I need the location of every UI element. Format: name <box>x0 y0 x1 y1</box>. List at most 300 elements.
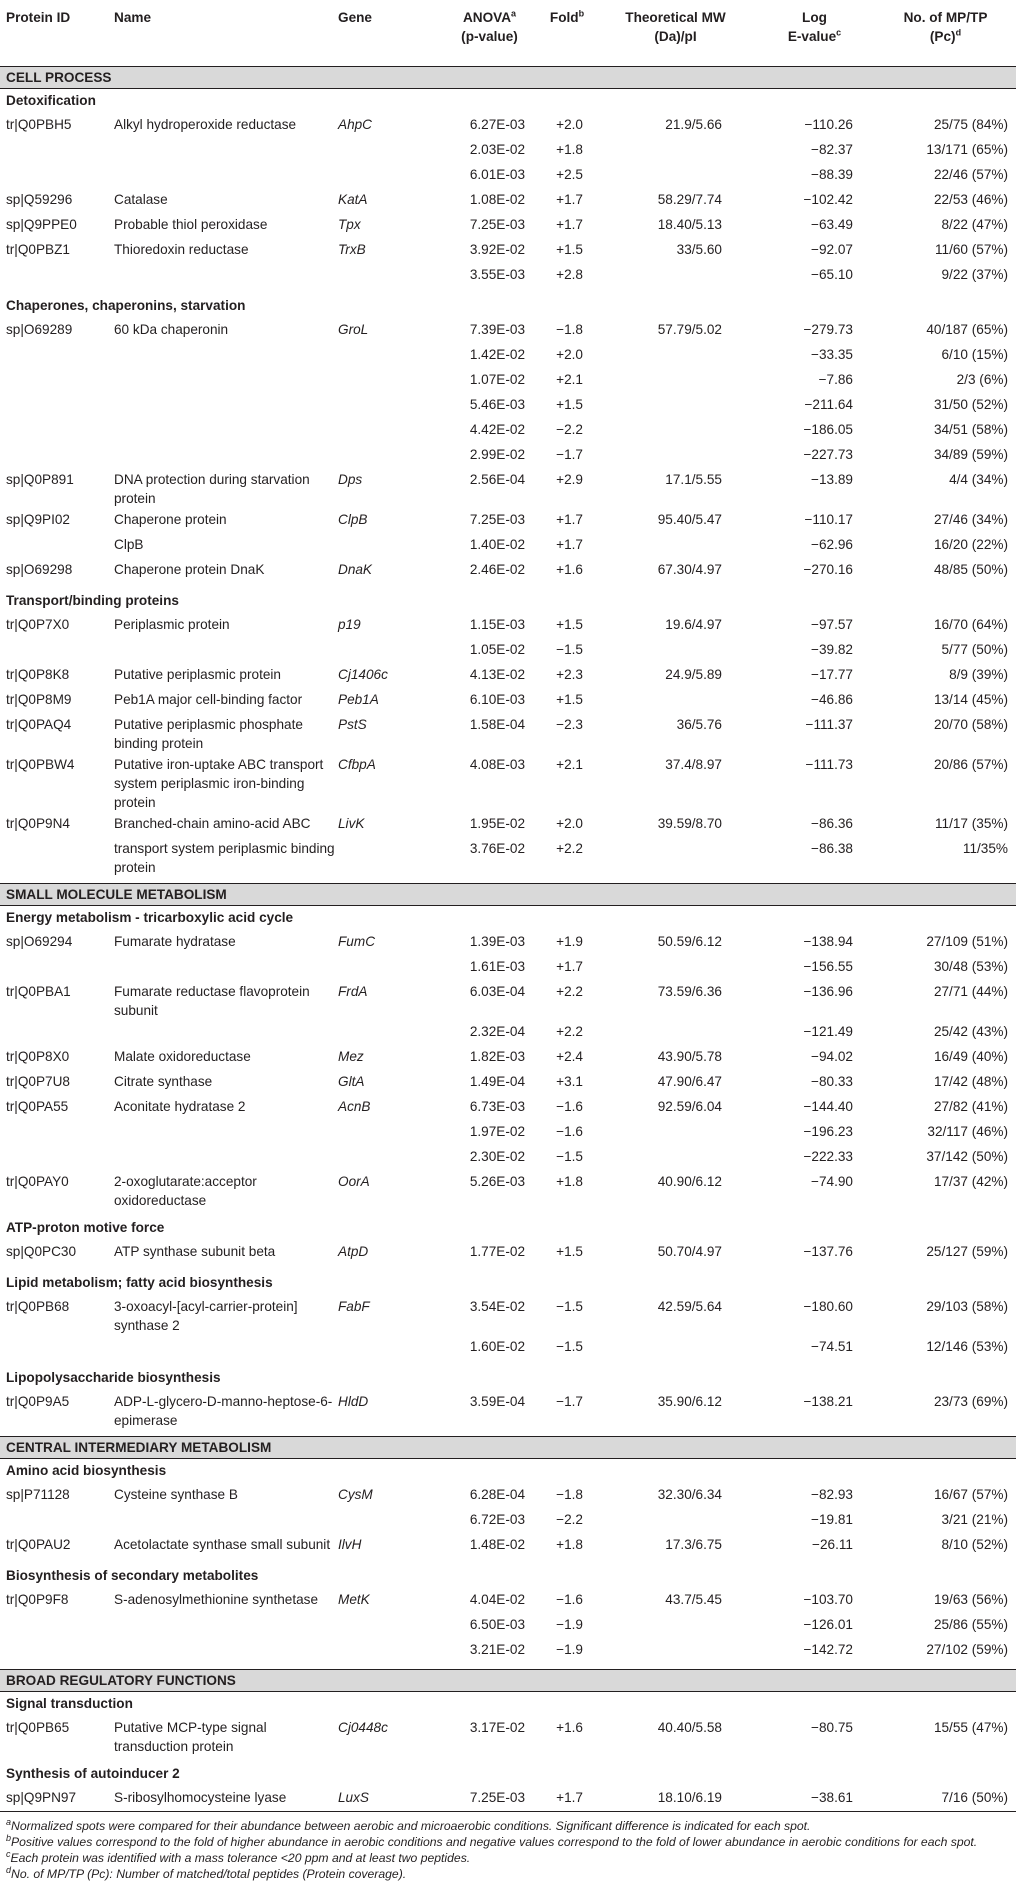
fold-cell: −1.7 <box>556 1393 583 1409</box>
mp-tp-cell: 27/46 (34%) <box>933 511 1008 527</box>
protein-name-cell <box>114 1638 338 1670</box>
log-evalue-cell: −102.42 <box>803 191 853 207</box>
log-evalue-cell: −88.39 <box>811 166 853 182</box>
gene-cell: HldD <box>338 1393 369 1409</box>
fold-cell: +2.0 <box>556 116 583 132</box>
protein-id-cell: sp|Q9PI02 <box>6 511 70 527</box>
gene-cell: IlvH <box>338 1536 362 1552</box>
gene-cell: GroL <box>338 321 369 337</box>
anova-cell: 2.03E-02 <box>469 141 525 157</box>
mp-tp-cell: 27/109 (51%) <box>926 933 1008 949</box>
fold-cell: +2.1 <box>556 756 583 772</box>
table-row <box>0 1295 1016 1335</box>
protein-id-cell: tr|Q0PB68 <box>6 1298 70 1314</box>
mp-tp-cell: 13/14 (45%) <box>933 691 1008 707</box>
mp-tp-cell: 30/48 (53%) <box>933 958 1008 974</box>
mw-cell <box>597 163 754 188</box>
mw-cell <box>597 343 754 368</box>
fold-cell: +1.5 <box>556 1243 583 1259</box>
mp-tp-cell: 25/75 (84%) <box>933 116 1008 132</box>
fold-cell: −1.5 <box>556 1148 583 1164</box>
gene-cell <box>338 1120 442 1145</box>
gene-cell: FrdA <box>338 983 368 999</box>
anova-cell: 1.42E-02 <box>469 346 525 362</box>
fold-cell: −2.2 <box>556 1511 583 1527</box>
mp-tp-cell: 11/35% <box>962 840 1008 856</box>
fold-cell: −1.8 <box>556 321 583 337</box>
gene-cell: AcnB <box>338 1098 371 1114</box>
protein-id-cell: tr|Q0P7U8 <box>6 1073 70 1089</box>
protein-name-cell: Putative periplasmic phosphate binding protein <box>114 716 303 751</box>
anova-cell: 6.01E-03 <box>469 166 525 182</box>
category-label: Synthesis of autoinducer 2 <box>6 1765 180 1781</box>
category-row <box>0 1216 1016 1240</box>
table-row <box>0 213 1016 238</box>
anova-cell: 6.50E-03 <box>469 1616 525 1632</box>
log-evalue-cell: −222.33 <box>803 1148 853 1164</box>
anova-cell: 4.04E-02 <box>469 1591 525 1607</box>
category-label: Lipid metabolism; fatty acid biosynthesis <box>6 1274 273 1290</box>
gene-cell: CfbpA <box>338 756 376 772</box>
table-body <box>0 66 1016 1811</box>
gene-cell <box>338 418 442 443</box>
log-evalue-cell: −110.17 <box>804 511 853 527</box>
mp-tp-cell: 8/10 (52%) <box>941 1536 1008 1552</box>
category-label: Amino acid biosynthesis <box>6 1462 167 1478</box>
mw-cell: 67.30/4.97 <box>657 561 722 577</box>
protein-name-cell: S-ribosylhomocysteine lyase <box>114 1789 287 1805</box>
table-row <box>0 263 1016 294</box>
header-anova: ANOVA$^a$ (p-value) <box>442 0 537 66</box>
mp-tp-cell: 40/187 (65%) <box>926 321 1008 337</box>
mw-cell <box>597 443 754 468</box>
gene-cell <box>338 955 442 980</box>
log-evalue-cell: −86.36 <box>811 815 853 831</box>
fold-cell: +1.7 <box>556 958 583 974</box>
anova-cell: 4.42E-02 <box>469 421 525 437</box>
log-evalue-cell: −156.55 <box>803 958 853 974</box>
protein-name-cell: Periplasmic protein <box>114 616 230 632</box>
category-row <box>0 294 1016 318</box>
log-evalue-cell: −137.76 <box>803 1243 853 1259</box>
protein-id-cell <box>0 368 114 393</box>
protein-id-cell: sp|Q0PC30 <box>6 1243 77 1259</box>
footnote <box>0 1811 1016 1834</box>
protein-id-cell: sp|O69294 <box>6 933 73 949</box>
mw-cell <box>597 393 754 418</box>
mw-cell: 32.30/6.34 <box>657 1486 722 1502</box>
mw-cell: 40.40/5.58 <box>657 1719 722 1735</box>
header-mp-tp: No. of MP/TP $(Pc)^d$ <box>875 0 1016 66</box>
anova-cell: 1.40E-02 <box>469 536 525 552</box>
fold-cell: +1.8 <box>556 1536 583 1552</box>
footnote-mark: b <box>6 1832 12 1843</box>
anova-cell: 1.08E-02 <box>469 191 525 207</box>
protein-name-cell <box>114 1335 338 1366</box>
mw-cell: 50.70/4.97 <box>657 1243 722 1259</box>
fold-cell: +1.5 <box>556 241 583 257</box>
anova-cell: 6.03E-04 <box>469 983 525 999</box>
mw-cell <box>597 1020 754 1045</box>
mp-tp-cell: 5/77 (50%) <box>941 641 1008 657</box>
protein-name-cell <box>114 638 338 663</box>
mp-tp-cell: 27/102 (59%) <box>926 1641 1008 1657</box>
anova-cell: 2.30E-02 <box>469 1148 525 1164</box>
fold-cell: −1.9 <box>556 1616 583 1632</box>
table-row <box>0 1070 1016 1095</box>
mp-tp-cell: 22/46 (57%) <box>933 166 1008 182</box>
mw-cell <box>597 955 754 980</box>
protein-name-cell <box>114 263 338 294</box>
log-evalue-cell: −63.49 <box>811 216 853 232</box>
protein-name-cell: Fumarate reductase flavoprotein subunit <box>114 983 310 1018</box>
mw-cell: 50.59/6.12 <box>657 933 722 949</box>
gene-cell: FabF <box>338 1298 370 1314</box>
protein-id-cell: tr|Q0P9N4 <box>6 815 70 831</box>
mp-tp-cell: 11/17 (35%) <box>934 815 1008 831</box>
table-row <box>0 188 1016 213</box>
table-row <box>0 638 1016 663</box>
mw-cell: 24.9/5.89 <box>665 666 722 682</box>
footnote <box>0 1866 1016 1882</box>
protein-id-cell <box>0 533 114 558</box>
table-row <box>0 343 1016 368</box>
table-row <box>0 533 1016 558</box>
fold-cell: +1.5 <box>556 691 583 707</box>
anova-cell: 5.26E-03 <box>469 1173 525 1189</box>
fold-cell: +1.8 <box>556 141 583 157</box>
section-row <box>0 1436 1016 1458</box>
log-evalue-cell: −39.82 <box>811 641 853 657</box>
protein-id-cell: tr|Q0PBZ1 <box>6 241 70 257</box>
mw-cell: 18.10/6.19 <box>657 1789 722 1805</box>
protein-id-cell <box>0 1145 114 1170</box>
mp-tp-cell: 34/89 (59%) <box>933 446 1008 462</box>
section-label: SMALL MOLECULE METABOLISM <box>0 883 1016 905</box>
protein-id-cell: sp|Q59296 <box>6 191 73 207</box>
mp-tp-cell: 16/49 (40%) <box>933 1048 1008 1064</box>
anova-cell: 1.95E-02 <box>469 815 525 831</box>
mw-cell: 73.59/6.36 <box>657 983 722 999</box>
table-row <box>0 138 1016 163</box>
section-row <box>0 1669 1016 1691</box>
gene-cell: Cj0448c <box>338 1719 388 1735</box>
gene-cell <box>338 1613 442 1638</box>
protein-name-cell: Chaperone protein DnaK <box>114 561 265 577</box>
header-mw: Theoretical MW (Da)/pI <box>597 0 754 66</box>
protein-id-cell <box>0 638 114 663</box>
category-row <box>0 1458 1016 1483</box>
protein-name-cell: ClpB <box>114 536 144 552</box>
category-row <box>0 1762 1016 1786</box>
protein-id-cell: tr|Q0P9A5 <box>6 1393 70 1409</box>
fold-cell: −1.6 <box>556 1098 583 1114</box>
protein-name-cell: 3-oxoacyl-[acyl-carrier-protein] synthase 2 <box>114 1298 298 1333</box>
mw-cell <box>597 418 754 443</box>
anova-cell: 4.08E-03 <box>469 756 525 772</box>
mw-cell: 17.1/5.55 <box>665 471 722 487</box>
table-row <box>0 1045 1016 1070</box>
protein-name-cell: Alkyl hydroperoxide reductase <box>114 116 297 132</box>
category-row <box>0 905 1016 930</box>
gene-cell: Tpx <box>338 216 361 232</box>
protein-name-cell <box>114 443 338 468</box>
fold-cell: +1.9 <box>556 933 583 949</box>
gene-cell: p19 <box>338 616 361 632</box>
anova-cell: 3.92E-02 <box>469 241 525 257</box>
protein-id-cell: sp|O69289 <box>6 321 73 337</box>
mp-tp-cell: 16/20 (22%) <box>933 536 1008 552</box>
anova-cell: 1.07E-02 <box>469 371 525 387</box>
table-row <box>0 1588 1016 1613</box>
fold-cell: +1.7 <box>556 191 583 207</box>
protein-name-cell: S-adenosylmethionine synthetase <box>114 1591 319 1607</box>
gene-cell <box>338 533 442 558</box>
log-evalue-cell: −110.26 <box>804 116 853 132</box>
mp-tp-cell: 16/67 (57%) <box>933 1486 1008 1502</box>
protein-id-cell: tr|Q0PB65 <box>6 1719 70 1735</box>
log-evalue-cell: −196.23 <box>803 1123 853 1139</box>
protein-id-cell: sp|Q0P891 <box>6 471 74 487</box>
header-log-sub: E-value <box>787 29 837 44</box>
protein-id-cell <box>0 1508 114 1533</box>
mp-tp-cell: 29/103 (58%) <box>926 1298 1008 1314</box>
log-evalue-cell: −80.75 <box>811 1719 853 1735</box>
gene-cell <box>338 138 442 163</box>
gene-cell <box>338 368 442 393</box>
gene-cell <box>338 1638 442 1670</box>
log-evalue-cell: −62.96 <box>811 536 853 552</box>
anova-cell: 6.10E-03 <box>469 691 525 707</box>
log-evalue-cell: −138.21 <box>803 1393 853 1409</box>
anova-cell: 1.05E-02 <box>469 641 525 657</box>
mp-tp-cell: 8/22 (47%) <box>941 216 1008 232</box>
protein-id-cell <box>0 138 114 163</box>
mp-tp-cell: 34/51 (58%) <box>933 421 1008 437</box>
protein-name-cell: ATP synthase subunit beta <box>114 1243 276 1259</box>
protein-id-cell: tr|Q0PAY0 <box>6 1173 69 1189</box>
log-evalue-cell: −17.77 <box>811 666 853 682</box>
fold-cell: −1.5 <box>556 641 583 657</box>
protein-name-cell: Fumarate hydratase <box>114 933 236 949</box>
protein-id-cell: tr|Q0P7X0 <box>6 616 70 632</box>
protein-id-cell <box>0 1120 114 1145</box>
table-row <box>0 558 1016 589</box>
protein-id-cell <box>0 343 114 368</box>
log-evalue-cell: −97.57 <box>811 616 853 632</box>
category-label: Chaperones, chaperonins, starvation <box>6 297 246 313</box>
anova-cell: 6.28E-04 <box>469 1486 525 1502</box>
fold-cell: +2.9 <box>556 471 583 487</box>
table-footnotes <box>0 1811 1016 1882</box>
mw-cell <box>597 638 754 663</box>
protein-name-cell <box>114 368 338 393</box>
anova-cell: 7.25E-03 <box>469 511 525 527</box>
protein-name-cell: ADP-L-glycero-D-manno-heptose-6-epimerase <box>114 1393 333 1428</box>
protein-id-cell <box>0 1613 114 1638</box>
protein-name-cell: Thioredoxin reductase <box>114 241 249 257</box>
anova-cell: 1.39E-03 <box>469 933 525 949</box>
gene-cell <box>338 163 442 188</box>
fold-cell: −1.5 <box>556 1338 583 1354</box>
category-row <box>0 1366 1016 1390</box>
mp-tp-cell: 6/10 (15%) <box>941 346 1008 362</box>
protein-id-cell <box>0 837 114 884</box>
gene-cell: FumC <box>338 933 376 949</box>
mp-tp-cell: 22/53 (46%) <box>933 191 1008 207</box>
fold-cell: +2.0 <box>556 815 583 831</box>
mp-tp-cell: 23/73 (69%) <box>933 1393 1008 1409</box>
anova-cell: 1.77E-02 <box>469 1243 525 1259</box>
table-row <box>0 468 1016 508</box>
fold-cell: +1.7 <box>556 1789 583 1805</box>
protein-name-cell <box>114 163 338 188</box>
category-row <box>0 88 1016 113</box>
mp-tp-cell: 4/4 (34%) <box>949 471 1008 487</box>
mw-cell: 40.90/6.12 <box>657 1173 722 1189</box>
gene-cell: GltA <box>338 1073 365 1089</box>
category-label: Biosynthesis of secondary metabolites <box>6 1567 259 1583</box>
footnote-text: Each protein was identified with a mass tolerance <20 ppm and at least two peptides. <box>10 1850 471 1865</box>
mw-cell <box>597 1638 754 1670</box>
gene-cell <box>338 1145 442 1170</box>
gene-cell: TrxB <box>338 241 366 257</box>
log-evalue-cell: −211.64 <box>804 396 853 412</box>
anova-cell: 5.46E-03 <box>469 396 525 412</box>
anova-cell: 6.73E-03 <box>469 1098 525 1114</box>
mw-cell <box>597 688 754 713</box>
log-evalue-cell: −46.86 <box>811 691 853 707</box>
protein-name-cell: Branched-chain amino-acid ABC <box>114 815 311 831</box>
table-row <box>0 1240 1016 1271</box>
protein-name-cell: Catalase <box>114 191 168 207</box>
mp-tp-cell: 32/117 (46%) <box>927 1123 1008 1139</box>
fold-cell: +2.3 <box>556 666 583 682</box>
fold-cell: +1.7 <box>556 536 583 552</box>
mp-tp-cell: 17/42 (48%) <box>933 1073 1008 1089</box>
protein-name-cell: Probable thiol peroxidase <box>114 216 268 232</box>
mp-tp-cell: 27/82 (41%) <box>933 1098 1008 1114</box>
protein-id-cell: tr|Q0PBW4 <box>6 756 75 772</box>
section-row <box>0 66 1016 88</box>
table-row <box>0 368 1016 393</box>
footnote-mark: d <box>6 1864 12 1875</box>
table-row <box>0 1786 1016 1812</box>
table-row <box>0 1533 1016 1564</box>
gene-cell: AhpC <box>338 116 373 132</box>
protein-id-cell <box>0 1335 114 1366</box>
footnote-row <box>0 1834 1016 1850</box>
mp-tp-cell: 7/16 (50%) <box>941 1789 1008 1805</box>
fold-cell: −2.2 <box>556 421 583 437</box>
fold-cell: +1.6 <box>556 1719 583 1735</box>
footnote-text: No. of MP/TP (Pc): Number of matched/total peptides (Protein coverage). <box>11 1866 407 1881</box>
mw-cell <box>597 1508 754 1533</box>
log-evalue-cell: −80.33 <box>811 1073 853 1089</box>
mp-tp-cell: 25/42 (43%) <box>933 1023 1008 1039</box>
protein-id-cell: tr|Q0P9F8 <box>6 1591 69 1607</box>
anova-cell: 3.54E-02 <box>469 1298 525 1314</box>
log-evalue-cell: −33.35 <box>811 346 853 362</box>
anova-cell: 1.58E-04 <box>469 716 525 732</box>
table-row <box>0 837 1016 884</box>
mp-tp-cell: 48/85 (50%) <box>933 561 1008 577</box>
log-evalue-cell: −279.73 <box>803 321 853 337</box>
mw-cell <box>597 1335 754 1366</box>
anova-cell: 1.97E-02 <box>469 1123 525 1139</box>
anova-cell: 6.27E-03 <box>469 116 525 132</box>
protein-id-cell: sp|O69298 <box>6 561 73 577</box>
mw-cell: 43.90/5.78 <box>657 1048 722 1064</box>
mp-tp-cell: 2/3 (6%) <box>956 371 1008 387</box>
category-label: Detoxification <box>6 92 96 108</box>
mw-cell: 19.6/4.97 <box>665 616 722 632</box>
mw-cell: 33/5.60 <box>676 241 722 257</box>
mp-tp-cell: 27/71 (44%) <box>933 983 1008 999</box>
anova-cell: 7.39E-03 <box>469 321 525 337</box>
table-row <box>0 713 1016 753</box>
protein-id-cell: sp|P71128 <box>6 1486 70 1502</box>
footnote-row <box>0 1850 1016 1866</box>
fold-cell: +1.7 <box>556 511 583 527</box>
category-label: Lipopolysaccharide biosynthesis <box>6 1369 221 1385</box>
protein-name-cell <box>114 1508 338 1533</box>
table-row <box>0 1390 1016 1437</box>
mp-tp-cell: 16/70 (64%) <box>933 616 1008 632</box>
header-name: Name <box>114 0 338 66</box>
mw-cell: 35.90/6.12 <box>657 1393 722 1409</box>
log-evalue-cell: −136.96 <box>803 983 853 999</box>
category-row <box>0 1691 1016 1716</box>
mp-tp-cell: 17/37 (42%) <box>933 1173 1008 1189</box>
gene-cell: Peb1A <box>338 691 379 707</box>
table-row <box>0 318 1016 343</box>
fold-cell: +1.5 <box>556 616 583 632</box>
table-row <box>0 663 1016 688</box>
mw-cell: 42.59/5.64 <box>657 1298 722 1314</box>
category-label: Transport/binding proteins <box>6 592 179 608</box>
category-label: ATP-proton motive force <box>6 1219 165 1235</box>
mp-tp-cell: 13/171 (65%) <box>926 141 1008 157</box>
category-row <box>0 1271 1016 1295</box>
protein-id-cell <box>0 1638 114 1670</box>
table-row <box>0 1120 1016 1145</box>
protein-id-cell <box>0 1020 114 1045</box>
protein-name-cell: 2-oxoglutarate:acceptor oxidoreductase <box>114 1173 257 1208</box>
footnote <box>0 1850 1016 1866</box>
mp-tp-cell: 12/146 (53%) <box>926 1338 1008 1354</box>
protein-name-cell: transport system periplasmic binding protein <box>114 840 335 875</box>
gene-cell: Dps <box>338 471 363 487</box>
log-evalue-cell: −19.81 <box>811 1511 853 1527</box>
anova-cell: 7.25E-03 <box>469 1789 525 1805</box>
anova-cell: 1.60E-02 <box>469 1338 525 1354</box>
log-evalue-cell: −38.61 <box>811 1789 853 1805</box>
gene-cell <box>338 393 442 418</box>
header-fold: Fold$^b$ <box>537 0 597 66</box>
anova-cell: 2.56E-04 <box>469 471 525 487</box>
gene-cell <box>338 1508 442 1533</box>
table-row <box>0 508 1016 533</box>
table-row <box>0 613 1016 638</box>
log-evalue-cell: −82.93 <box>811 1486 853 1502</box>
mw-cell <box>597 837 754 884</box>
mw-cell: 95.40/5.47 <box>657 511 722 527</box>
table-row <box>0 113 1016 138</box>
mp-tp-cell: 8/9 (39%) <box>949 666 1008 682</box>
mw-cell: 39.59/8.70 <box>657 815 722 831</box>
protein-name-cell <box>114 1020 338 1045</box>
